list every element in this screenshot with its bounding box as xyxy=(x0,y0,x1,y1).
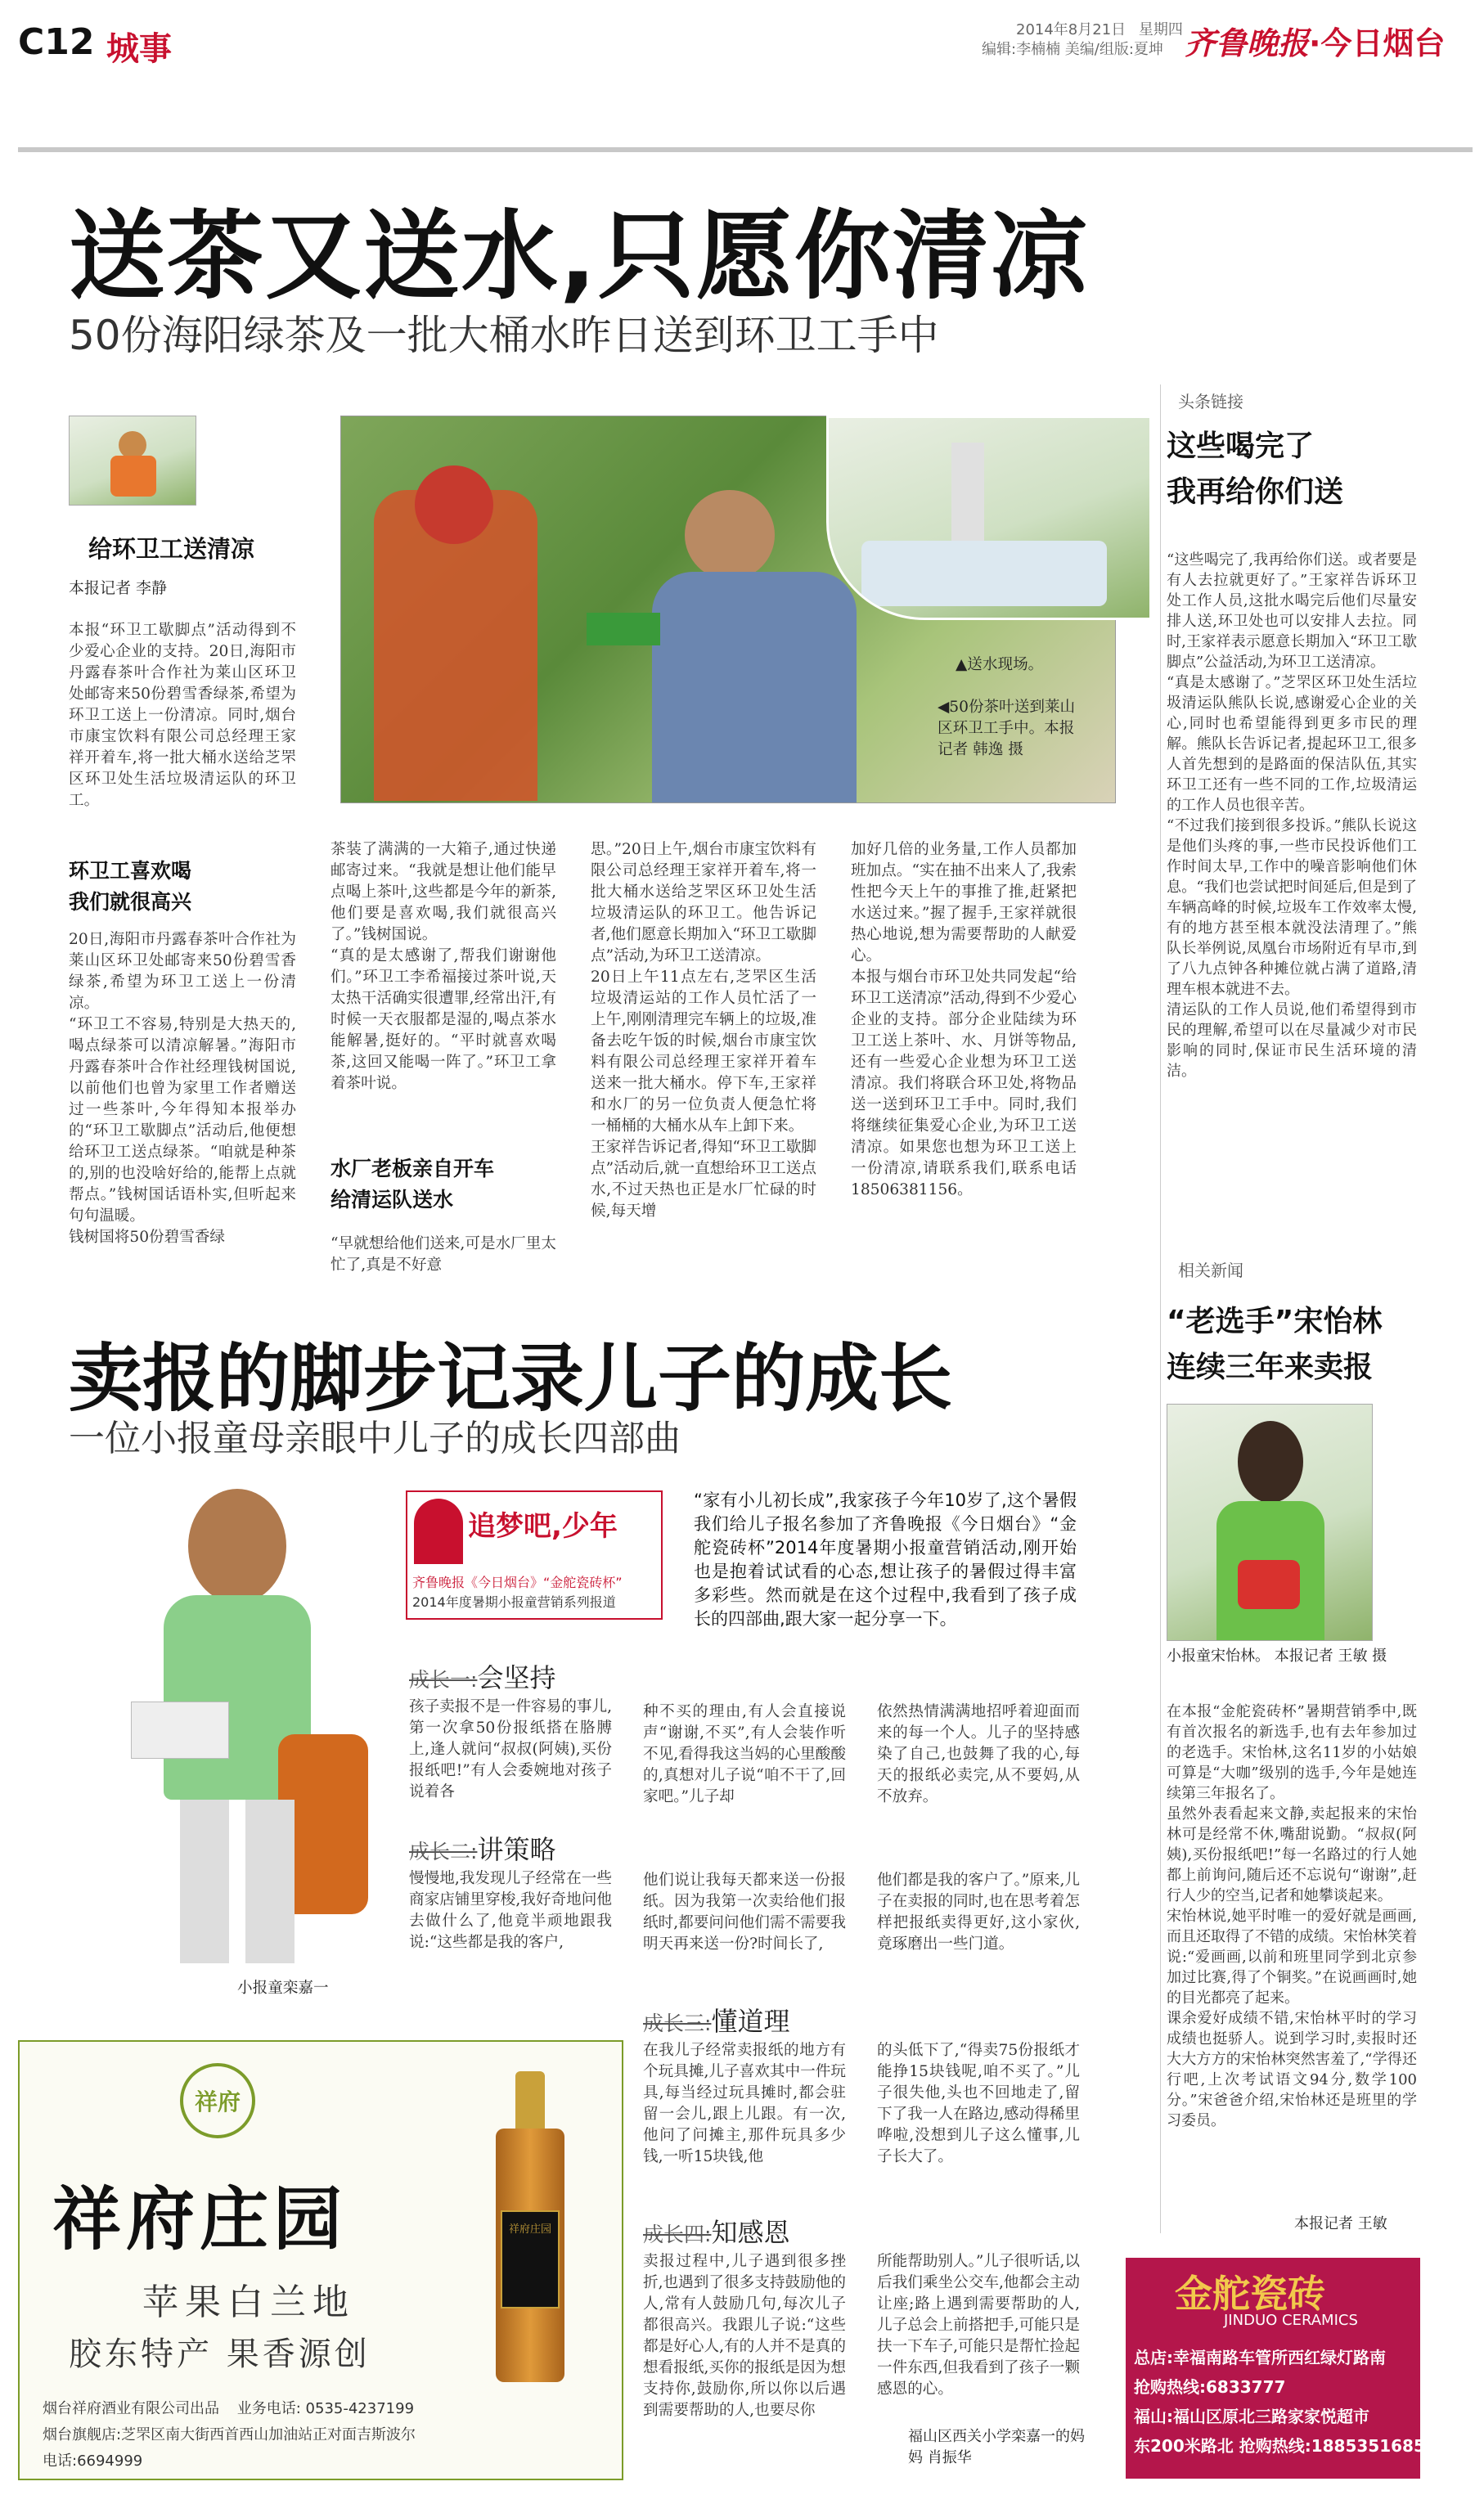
s4-col1: 卖报过程中,儿子遇到很多挫折,也遇到了很多支持鼓励他的人,常有人鼓励几句,每次儿子都很高兴。我跟儿子说:“这些都是好心人,有的人并不是真的想看报纸,买你的报纸是因为想支持你,鼓励你,所以你以后遇到需要帮助的人,也要尽你 xyxy=(643,2253,846,2419)
jinduo-line2 xyxy=(1134,2374,1285,2398)
sidebar1-tag: 头条链接 xyxy=(1178,392,1243,411)
xiangfu-phone-label: 电话: xyxy=(43,2452,78,2470)
story1-col2b: “早就想给他们送来,可是水厂里太忙了,真是不好意 xyxy=(331,1235,556,1274)
story1-sub2: 水厂老板亲自开车 给清运队送水 xyxy=(331,1157,495,1212)
header-date xyxy=(1016,18,1183,39)
girl-photo-caption: 小报童宋怡林。 本报记者 王敏 摄 xyxy=(1167,1648,1387,1665)
jinduo-line1-label: 总店: xyxy=(1134,2348,1173,2367)
xiangfu-mark xyxy=(180,2063,255,2138)
story1-subhead: 50份海阳绿茶及一批大桶水昨日送到环卫工手中 xyxy=(69,312,939,359)
xiangfu-company-text: 烟台祥府酒业有限公司出品 xyxy=(43,2400,219,2417)
s3-col1: 在我儿子经常卖报纸的地方有个玩具摊,儿子喜欢其中一件玩具,每当经过玩具摊时,都会驻留一会儿,跟上儿跟。有一次,他问了问摊主,那件玩具多少钱,一听15块钱,他 xyxy=(643,2042,846,2165)
s4-tag: 成长四: xyxy=(643,2223,712,2246)
xiangfu-hotline-label: 业务电话: xyxy=(236,2400,301,2417)
s2-heading xyxy=(409,1829,555,1867)
brand-logo xyxy=(1185,18,1445,63)
section-name: 城事 xyxy=(106,30,172,68)
xiangfu-ad[interactable] xyxy=(18,2040,623,2480)
sidebar2-headline: “老选手”宋怡林 连续三年来卖报 xyxy=(1167,1305,1383,1384)
s1-tag: 成长一: xyxy=(409,1668,478,1692)
brand-a: 齐鲁晚报 xyxy=(1185,25,1310,61)
sidebar2-byline: 本报记者 王敏 xyxy=(1294,2215,1387,2232)
jinduo-logo: 金舵瓷砖 xyxy=(1175,2272,1325,2316)
s4-heading xyxy=(643,2212,789,2250)
date-text: 2014年8月21日 xyxy=(1016,21,1126,38)
story1-lead: 本报“环卫工歇脚点”活动得到不少爱心企业的支持。20日,海阳市丹露春茶叶合作社为莱山区环卫处邮寄来50份碧雪香绿茶,希望为环卫工送上一份清凉。同时,烟台市康宝饮料有限公司总经理王家祥开着车,将一批大桶水送给芝罘区环卫处生活垃圾清运队的环卫工。 xyxy=(69,622,296,809)
story2-headline: 卖报的脚步记录儿子的成长 xyxy=(69,1336,952,1422)
s3-title: 懂道理 xyxy=(711,2006,790,2037)
story2-signature: 福山区西关小学栾嘉一的妈妈 肖振华 xyxy=(908,2428,1085,2466)
header-rule xyxy=(18,147,1473,152)
s1-title: 会坚持 xyxy=(477,1662,556,1693)
jinduo-line3-label: 福山: xyxy=(1134,2407,1173,2426)
jinduo-line3 xyxy=(1134,2403,1369,2427)
xiangfu-phone-number: 6694999 xyxy=(77,2452,143,2470)
xiangfu-bottle-label: 祥府庄园 xyxy=(508,2223,551,2236)
s3-col2: 的头低下了,“得卖75份报纸才能挣15块钱呢,咱不买了。”儿子很失他,头也不回地走了,留下了我一人在路边,感动得稀里哗啦,没想到儿子这么懂事,儿子长大了。 xyxy=(877,2042,1080,2165)
jinduo-line1 xyxy=(1134,2344,1386,2368)
xiangfu-company xyxy=(43,2397,414,2418)
s2-col2: 他们说让我每天都来送一份报纸。因为我第一次卖给他们报纸时,都要问问他们需不需要我明天再来送一份?时间长了, xyxy=(643,1872,846,1953)
xiangfu-mark-text: 祥府 xyxy=(194,2088,241,2115)
jinduo-logo-en: JINDUO CERAMICS xyxy=(1224,2312,1358,2329)
column-logo-caption: 给环卫工送清凉 xyxy=(88,535,255,563)
story1-headline: 送茶又送水,只愿你清凉 xyxy=(69,200,1089,312)
story2-intro: “家有小儿初长成”,我家孩子今年10岁了,这个暑假我们给儿子报名参加了齐鲁晚报《今日烟台》“金舵瓷砖杯”2014年度暑期小报童营销活动,刚开始也是抱着试试看的心态,想让孩子的暑假过得丰富多彩些。然而就是在这个过程中,我看到了孩子成长的四部曲,跟大家一起分享一下。 xyxy=(694,1490,1077,1629)
s3-heading xyxy=(643,2001,789,2039)
s1-col2: 种不买的理由,有人会直接说声“谢谢,不买”,有人会装作听不见,看得我这当妈的心里酸酸的,真想对儿子说“咱不干了,回家吧。”儿子却 xyxy=(643,1703,846,1805)
sidebar2-rule xyxy=(1160,1252,1161,2233)
weekday-text: 星期四 xyxy=(1138,21,1183,38)
column-logo xyxy=(69,416,196,537)
photo-caption-b: ◀50份茶叶送到莱山区环卫工手中。本报记者 韩逸 摄 xyxy=(938,699,1076,758)
xiangfu-phone xyxy=(43,2449,142,2470)
s1-col1: 孩子卖报不是一件容易的事儿,第一次拿50份报纸搭在胳膊上,逢人就问“叔叔(阿姨),买份报纸吧!”有人会委婉地对孩子说着各 xyxy=(409,1698,612,1800)
s2-col3: 他们都是我的客户了。”原来,儿子在卖报的同时,也在思考着怎样把报纸卖得更好,这小家伙,竟琢磨出一些门道。 xyxy=(877,1872,1080,1953)
jinduo-line4: 东200米路北 抢购热线:18853516858 xyxy=(1134,2436,1437,2456)
story1-col4: 加好几倍的业务量,工作人员都加班加点。“实在抽不出来人了,我索性把今天上午的事推了推,赶紧把水送过来。”握了握手,王家祥就很热心地说,想为需要帮助的人献爱心。 本报与烟台市环卫处共同发起“给环卫工送清凉”活动,得到不少爱心企业的支持。部分企业陆续为环卫工送上茶叶、水、月饼等物品,还有一些爱心企业想为环卫工送清凉。我们将联合环卫处,将物品送一送到环卫工手中。同时,我们将继续征集爱心企业,为环卫工送清凉。如果您也想为环卫工送上一份清凉,请联系我们,联系电话18506381156。 xyxy=(851,841,1077,1198)
sidebar2-tag: 相关新闻 xyxy=(1178,1261,1243,1280)
sidebar1-rule xyxy=(1160,384,1161,1284)
story1-sub1: 环卫工喜欢喝 我们就很高兴 xyxy=(69,859,192,914)
jinduo-line3-text: 福山区原北三路家家悦超市 xyxy=(1173,2407,1369,2426)
brand-b: ·今日烟台 xyxy=(1309,25,1446,61)
xiangfu-brand: 祥府庄园 xyxy=(52,2178,348,2259)
xiangfu-store: 烟台旗舰店:芝罘区南大街西首西山加油站正对面吉斯波尔 xyxy=(43,2426,416,2443)
s4-title: 知感恩 xyxy=(711,2217,790,2248)
page-number: C12 xyxy=(18,21,95,63)
s3-tag: 成长三: xyxy=(643,2012,712,2035)
photo-caption-a: ▲送水现场。 xyxy=(956,656,1044,673)
s1-heading xyxy=(409,1657,555,1695)
jinduo-line2-label: 抢购热线: xyxy=(1134,2377,1206,2397)
jinduo-line1-text: 幸福南路车管所西红绿灯路南 xyxy=(1173,2348,1386,2367)
story1-col2: 茶装了满满的一大箱子,通过快递邮寄过来。“我就是想让他们能早点喝上茶叶,这些都是今年的新茶,他们要是喜欢喝,我们就很高兴了。”钱树国说。 “真的是太感谢了,帮我们谢谢他们。”环卫工李希福接过茶叶说,天太热干活确实很遭罪,经常出汗,有时候一天衣服都是湿的,喝点茶水能解暑,挺好的。“平时就喜欢喝茶,这回又能喝一阵了。”环卫工拿着茶叶说。 xyxy=(331,841,556,1092)
jinduo-ad[interactable] xyxy=(1126,2258,1437,2479)
boy-photo-caption: 小报童栾嘉一 xyxy=(237,1980,329,1997)
xiangfu-hotline: 0535-4237199 xyxy=(305,2400,415,2417)
sidebar1-headline: 这些喝完了 我再给你们送 xyxy=(1167,429,1344,509)
jinduo-line2-text: 6833777 xyxy=(1206,2377,1286,2397)
story1-byline: 本报记者 李静 xyxy=(69,579,168,597)
s1-col3: 依然热情满满地招呼着迎面而来的每一个人。儿子的坚持感染了自己,也鼓舞了我的心,每天的报纸必卖完,从不要妈,从不放弃。 xyxy=(877,1703,1080,1805)
inset-photo xyxy=(826,416,1152,620)
xiangfu-slogan: 胶东特产 果香源创 xyxy=(69,2335,371,2373)
xiangfu-bottle xyxy=(491,2071,569,2382)
xiangfu-product: 苹果白兰地 xyxy=(142,2281,355,2323)
editor-credits: 编辑:李楠楠 美编/组版:夏坤 xyxy=(982,41,1163,58)
sidebar1-body: “这些喝完了,我再给你们送。或者要是有人去拉就更好了。”王家祥告诉环卫处工作人员,这批水喝完后他们尽量安排人送,环卫处也可以安排人去拉。同时,王家祥表示愿意长期加入“环卫工歇脚点”公益活动,为环卫工送清凉。 “真是太感谢了。”芝罘区环卫处生活垃圾清运队熊队长说,感谢爱心企业的关心,同时也希望能得到更多市民的理解。熊队长告诉记者,提起环卫工,很多人首先想到的是路面的保洁队伍,其实环卫工还有一些不同的工作,垃圾清运的工作人员也很辛苦。 “不过我们接到很多投诉。”熊队长说这是他们头疼的事,一些市民投诉他们工作时间太早,工作中的噪音影响他们休息。“我们也尝试把时间延后,但是到了车辆高峰的时候,垃圾车工作效率太慢,有的地方甚至根本就没法清理了。”熊队长举例说,凤凰台市场附近有早市,到了八九点钟各种摊位就占满了道路,清理车根本就进不去。 清运队的工作人员说,他们希望得到市民的理解,希望可以在尽量减少对市民影响的同时,保证市民生活环境的清洁。 xyxy=(1167,551,1417,1080)
s4-col2: 所能帮助别人。”儿子很听话,以后我们乘坐公交车,他都会主动让座;路上遇到需要帮助的人,儿子总会上前搭把手,可能只是扶一下车子,可能只是帮忙捡起一件东西,但我看到了孩子一颗感恩的心。 xyxy=(877,2253,1080,2398)
badge-line2: 2014年度暑期小报童营销系列报道 xyxy=(412,1594,616,1610)
s2-title: 讲策略 xyxy=(477,1834,556,1865)
s2-col1: 慢慢地,我发现儿子经常在一些商家店铺里穿梭,我好奇地问他去做什么了,他竟半顽地跟我说:“这些都是我的客户, xyxy=(409,1870,612,1951)
boy-photo xyxy=(115,1489,373,1980)
story1-col3: 思。”20日上午,烟台市康宝饮料有限公司总经理王家祥开着车,将一批大桶水送给芝罘区环卫处生活垃圾清运队的环卫工。他告诉记者,他们愿意长期加入“环卫工歇脚点”活动,为环卫工送清凉。 20日上午11点左右,芝罘区生活垃圾清运站的工作人员忙活了一上午,刚刚清理完车辆上的垃圾,准备去吃午饭的时候,烟台市康宝饮料有限公司总经理王家祥开着车送来一批大桶水。停下车,王家祥和水厂的另一位负责人便急忙将一桶桶的大桶水从车上卸下来。 王家祥告诉记者,得知“环卫工歇脚点”活动后,就一直想给环卫工送点水,不过天热也正是水厂忙碌的时候,每天增 xyxy=(591,841,816,1220)
worker-illustration xyxy=(69,416,196,506)
badge-line1: 齐鲁晚报《今日烟台》“金舵瓷砖杯” xyxy=(412,1575,623,1590)
story1-col1: 20日,海阳市丹露春茶叶合作社为莱山区环卫处邮寄来50份碧雪香绿茶,希望为环卫工送上一份清凉。 “环卫工不容易,特别是大热天的,喝点绿茶可以清凉解暑。”海阳市丹露春茶叶合作社经理钱树国说,以前他们也曾为家里工作者赠送过一些茶叶,今年得知本报举办的“环卫工歇脚点”活动后,他便想给环卫工送点绿茶。“咱就是种茶的,别的也没啥好给的,能帮上点就帮点。”钱树国话语朴实,但听起来句句温暖。 钱树国将50份碧雪香绿 xyxy=(69,931,296,1246)
sidebar2-body: 在本报“金舵瓷砖杯”暑期营销季中,既有首次报名的新选手,也有去年参加过的老选手。宋怡林,这名11岁的小姑娘可算是“大咖”级别的选手,今年是她连续第三年报名了。 虽然外表看起来文静,卖起报来的宋怡林可是经常不休,嘴甜说勤。“叔叔(阿姨),买份报纸吧!”每一名路过的行人她都上前询问,随后还不忘说句“谢谢”,赶行人少的空当,记者和她攀谈起来。 宋怡林说,她平时唯一的爱好就是画画,而且还取得了不错的成绩。宋怡林笑着说:“爱画画,以前和班里同学到北京参加过比赛,得了个铜奖。”在说画画时,她的目光都亮了起来。 课余爱好成绩不错,宋怡林平时的学习成绩也挺骄人。说到学习时,卖报时还大大方方的宋怡林突然害羞了,“学得还行吧,上次考试语文94分,数学100分。”宋爸爸介绍,宋怡林还是班里的学习委员。 xyxy=(1167,1703,1417,2129)
girl-photo xyxy=(1167,1404,1373,1641)
story2-subhead: 一位小报童母亲眼中儿子的成长四部曲 xyxy=(69,1418,681,1459)
badge-title: 追梦吧,少年 xyxy=(468,1510,618,1543)
series-badge xyxy=(406,1490,663,1620)
s2-tag: 成长二: xyxy=(409,1840,478,1863)
